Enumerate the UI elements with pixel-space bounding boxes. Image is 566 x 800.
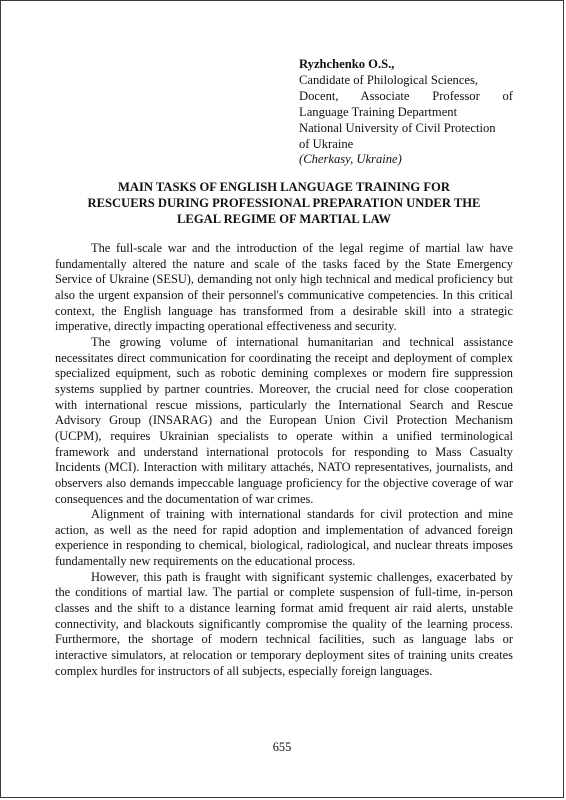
author-institution-country: of Ukraine	[299, 136, 354, 151]
paper-title	[55, 180, 513, 227]
author-department: Language Training Department	[299, 104, 458, 119]
author-institution: National University of Civil Protection	[299, 120, 496, 135]
paragraph: The full-scale war and the introduction of the legal regime of martial law have fundamentally altered the nature and scale of the tasks faced by the State Emergency Service of Ukraine (SESU), demanding not only high technical and medical proficiency but also the urgent expansion of their personnel's communicative competencies. In this critical context, the English language has transformed from a desirable skill into a strategic imperative, directly impacting operational effectiveness and security.	[55, 241, 513, 334]
author-block	[299, 57, 513, 168]
author-name: Ryzhchenko O.S.,	[299, 57, 395, 71]
body-text	[55, 241, 513, 679]
title-line: RESCUERS DURING PROFESSIONAL PREPARATION UNDER THE	[87, 195, 481, 210]
title-line: LEGAL REGIME OF MARTIAL LAW	[177, 211, 391, 226]
author-city: (Cherkasy, Ukraine)	[299, 152, 402, 167]
paragraph: Alignment of training with international standards for civil protection and mine action, as well as the need for rapid adoption and implementation of advanced foreign experience in responding to chemical, biological, radiological, and nuclear threats imposes fundamentally new requirements on the educational process.	[55, 507, 513, 569]
paragraph: The growing volume of international humanitarian and technical assistance necessitates direct communication for coordinating the receipt and deployment of complex specialized equipment, such as robotic demining complexes or modern fire suppression systems supplied by partner countries. Moreover, the crucial need for close cooperation with international rescue missions, particularly the International Search and Rescue Advisory Group (INSARAG) and the European Union Civil Protection Mechanism (UCPM), requires Ukrainian specialists to operate within a unified terminological framework and understand international protocols for responding to Mass Casualty Incidents (MCI). Interaction with military attachés, NATO representatives, journalists, and observers also demands impeccable language proficiency for the objective coverage of war consequences and the documentation of war crimes.	[55, 334, 513, 506]
paragraph: However, this path is fraught with significant systemic challenges, exacerbated by the conditions of martial law. The partial or complete suspension of full-time, in-person classes and the shift to a distance learning format amid frequent air raid alerts, unstable connectivity, and blackouts significantly compromise the quality of the learning process. Furthermore, the shortage of modern technical facilities, such as language labs or interactive simulators, at relocation or temporary deployment sites of training units creates complex hurdles for instructors of all subjects, especially foreign languages.	[55, 569, 513, 678]
author-degree: Candidate of Philological Sciences,	[299, 72, 479, 87]
page-number: 655	[272, 740, 292, 754]
title-line: MAIN TASKS OF ENGLISH LANGUAGE TRAINING FOR	[118, 180, 450, 194]
author-position: Docent, Associate Professor of	[299, 88, 513, 103]
